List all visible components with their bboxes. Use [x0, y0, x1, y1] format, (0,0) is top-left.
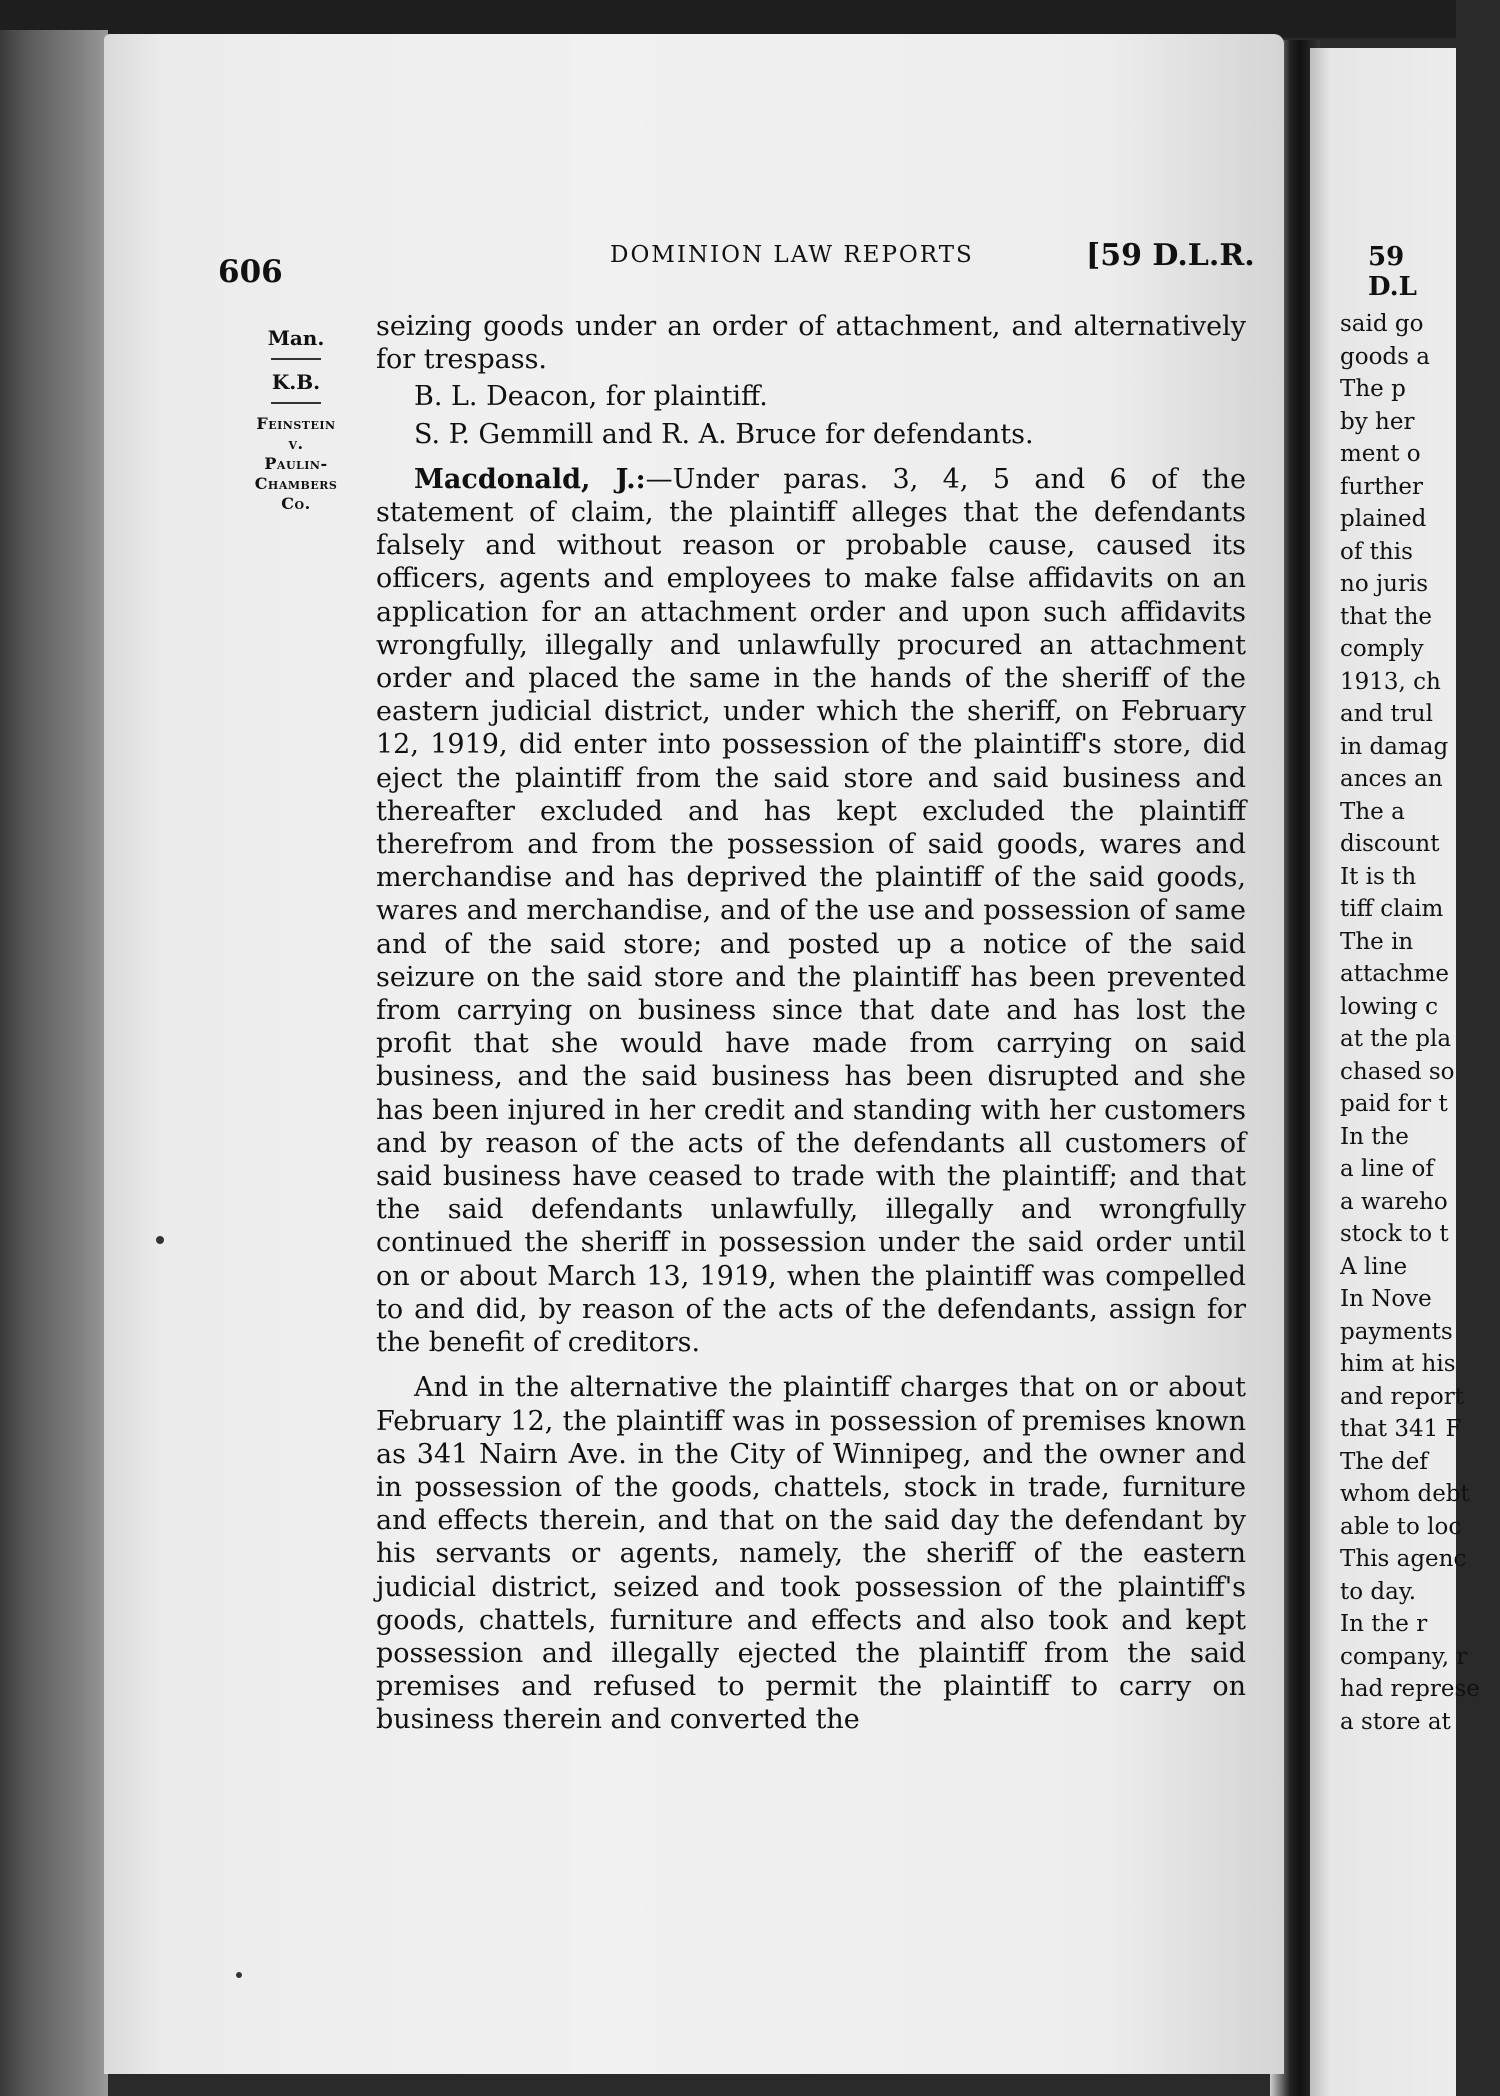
case-name-line: Chambers: [254, 474, 338, 493]
facing-line: and trul: [1340, 701, 1433, 727]
facing-line: In the: [1340, 1123, 1409, 1150]
facing-line: The a: [1340, 798, 1405, 825]
facing-line: a store at: [1340, 1708, 1451, 1735]
facing-line: company, r: [1340, 1643, 1468, 1670]
facing-page-header: 59 D.L: [1368, 242, 1417, 302]
facing-line: lowing c: [1340, 993, 1438, 1020]
counsel-defendants: S. P. Gemmill and R. A. Bruce for defendants.: [414, 418, 1034, 450]
facing-line: that 341 F: [1340, 1416, 1462, 1442]
case-name-line: Co.: [281, 494, 311, 513]
facing-line: goods a: [1340, 343, 1430, 370]
facing-line: paid for t: [1340, 1091, 1448, 1117]
division-label: K.B.: [271, 370, 321, 394]
facing-line: able to loc: [1340, 1513, 1462, 1540]
facing-line: no juris: [1340, 571, 1429, 597]
counsel-plaintiff: B. L. Deacon, for plaintiff.: [414, 381, 768, 413]
facing-line: ment o: [1340, 441, 1421, 467]
facing-line: at the pla: [1340, 1026, 1452, 1052]
court-label: Man.: [267, 326, 325, 350]
facing-line: stock to t: [1340, 1221, 1449, 1247]
facing-page-lines: [1340, 308, 1500, 1738]
facing-line: in damag: [1340, 733, 1449, 760]
facing-line: It is th: [1340, 863, 1417, 890]
case-name-line: Paulin-: [264, 454, 328, 473]
paragraph: seizing goods under an order of attachment, and alternatively for trespass.: [376, 311, 1246, 376]
facing-line: discount: [1340, 831, 1440, 857]
judgment-paragraph: [376, 463, 1246, 1359]
facing-line: a wareho: [1340, 1188, 1448, 1215]
main-text: [376, 310, 1246, 1737]
facing-line: This agenc: [1340, 1546, 1467, 1572]
volume-reference: [59 D.L.R.: [1086, 238, 1255, 273]
facing-line: The p: [1340, 376, 1406, 402]
case-name-line: v.: [288, 434, 304, 453]
judgment-text: —Under paras. 3, 4, 5 and 6 of the statement of claim, the plaintiff alleges that the defendants falsely and without reason or probable cause, caused its officers, agents and employees to make false affidavits on an application for an attachment order and upon such affidavits wrongfully, illegally and unlawfully procured an attachment order and placed the same in the hands of the sheriff of the eastern judicial district, under which the sheriff, on February 12, 1919, did enter into possession of the plaintiff's store, did eject the plaintiff from the said store and said business and thereafter excluded and has kept excluded the plaintiff therefrom and from the possession of said goods, wares and merchandise and has deprived the plaintiff of the said goods, wares and merchandise, and of the use and possession of same and of the said store; and posted up a notice of the said seizure on the said store and the plaintiff has been prevented from carrying on business since that date and has lost the profit that she would have made from carrying on said business, and the said business has been disrupted and she has been injured in her credit and standing with her customers and by reason of the acts of the defendants all customers of said business have ceased to trade with the plaintiff; and that the said defendants unlawfully, illegally and wrongfully continued the sheriff in possession under the said order until on or about March 13, 1919, when the plaintiff was compelled to and did, by reason of the acts of the defendants, assign for the benefit of creditors.: [376, 463, 1246, 1359]
judge-name: Macdonald, J.:: [414, 463, 646, 495]
margin-rule: [271, 402, 321, 404]
case-name-line: Feinstein: [256, 414, 336, 433]
facing-line: a line of: [1340, 1156, 1434, 1182]
facing-line: tiff claim: [1340, 896, 1444, 922]
facing-line: to day.: [1340, 1578, 1417, 1605]
facing-line: ances an: [1340, 766, 1443, 792]
facing-line: by her: [1340, 408, 1415, 435]
margin-rule: [271, 358, 321, 360]
scan-top-edge: [0, 0, 1456, 38]
facing-line: said go: [1340, 311, 1424, 337]
facing-line: In Nove: [1340, 1286, 1432, 1312]
facing-line: whom debt: [1340, 1481, 1470, 1507]
facing-line: attachme: [1340, 961, 1450, 987]
facing-line: 1913, ch: [1340, 668, 1441, 695]
facing-line: comply: [1340, 636, 1424, 662]
page-number: 606: [218, 254, 283, 290]
facing-line: him at his: [1340, 1351, 1456, 1377]
scan-speck: [156, 1236, 164, 1244]
paragraph: And in the alternative the plaintiff charges that on or about February 12, the plaintiff was in possession of premises known as 341 Nairn Ave. in the City of Winnipeg, and the owner and in possession of the goods, chattels, stock in trade, furniture and effects therein, and that on the said day the defendant by his servants or agents, namely, the sheriff of the eastern judicial district, seized and took possession of the plaintiff's goods, chattels, furniture and effects and also took and kept possession and illegally ejected the plaintiff from the said premises and refused to permit the plaintiff to carry on business therein and converted the: [376, 1372, 1246, 1736]
book-spine: [0, 30, 108, 2096]
margin-note: [232, 326, 360, 514]
facing-line: The in: [1340, 928, 1414, 955]
facing-line: plained: [1340, 506, 1427, 532]
facing-line: had represe: [1340, 1676, 1480, 1702]
facing-line: of this: [1340, 538, 1413, 565]
facing-line: and report: [1340, 1383, 1464, 1410]
running-head: DOMINION LAW REPORTS: [610, 242, 974, 268]
facing-line: that the: [1340, 603, 1432, 630]
facing-line: The def: [1340, 1448, 1428, 1475]
facing-line: In the r: [1340, 1611, 1428, 1637]
facing-line: chased so: [1340, 1058, 1455, 1085]
facing-line: further: [1340, 473, 1423, 500]
facing-page: [1310, 48, 1480, 2096]
facing-line: A line: [1340, 1253, 1408, 1280]
scan-speck: [236, 1972, 242, 1978]
facing-line: payments: [1340, 1318, 1453, 1345]
